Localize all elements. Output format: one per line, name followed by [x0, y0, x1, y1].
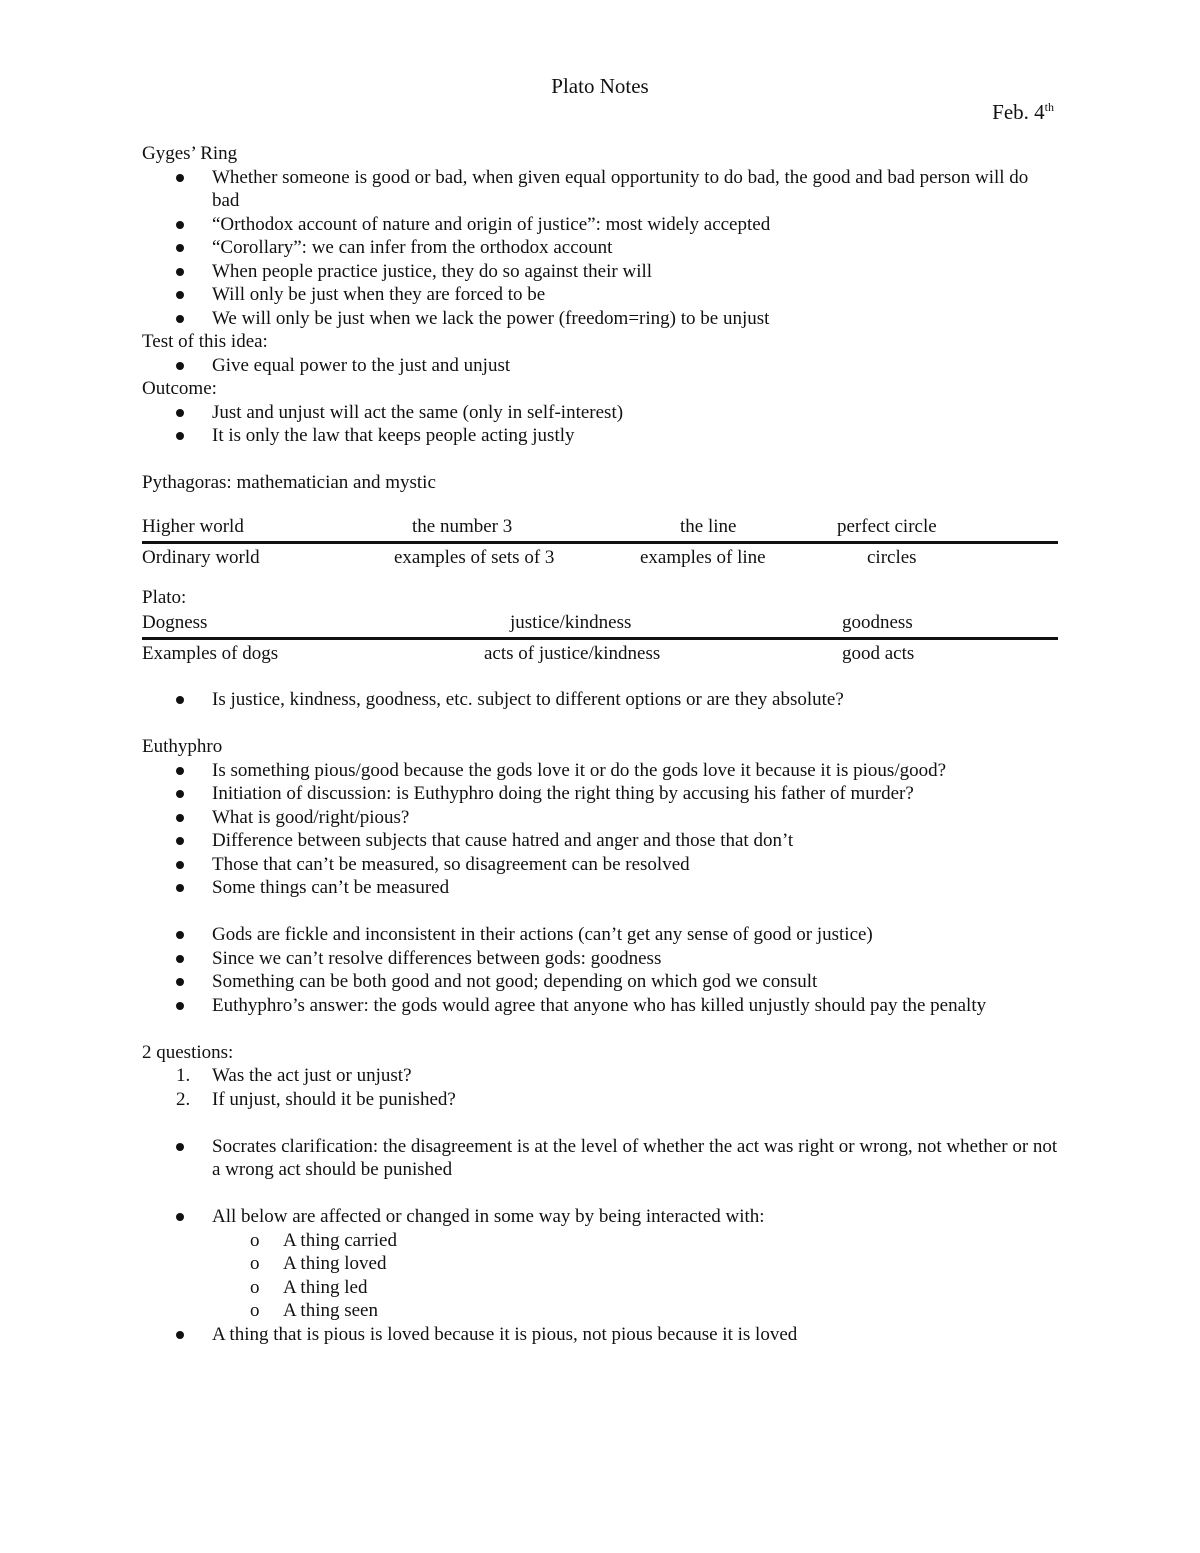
- test-heading: Test of this idea:: [142, 331, 268, 352]
- list-item: Gods are fickle and inconsistent in their actions (can’t get any sense of good or justice): [142, 923, 1058, 947]
- list-item: “Orthodox account of nature and origin of justice”: most widely accepted: [142, 213, 1058, 237]
- list-item: 2. If unjust, should it be punished?: [176, 1088, 456, 1110]
- outcome-heading: Outcome:: [142, 378, 217, 399]
- list-item: A thing that is pious is loved because it is pious, not pious because it is loved: [142, 1323, 1058, 1347]
- sub-list-item: o A thing carried: [250, 1229, 397, 1251]
- euthyphro-heading: Euthyphro: [142, 736, 223, 757]
- list-item: Difference between subjects that cause hatred and anger and those that don’t: [142, 829, 1058, 853]
- list-item: 1. Was the act just or unjust?: [176, 1065, 412, 1086]
- table-cell: circles: [867, 546, 917, 568]
- list-item: It is only the law that keeps people acting justly: [142, 424, 1058, 448]
- list-item: Since we can’t resolve differences between gods: goodness: [142, 947, 1058, 971]
- document-title: Plato Notes: [551, 74, 649, 98]
- gyges-heading: Gyges’ Ring: [142, 143, 238, 164]
- outcome-list: [142, 401, 1058, 448]
- notes-body: [142, 142, 1058, 1346]
- table-cell: acts of justice/kindness: [484, 643, 661, 664]
- list-item: Those that can’t be measured, so disagreement can be resolved: [142, 853, 1058, 877]
- list-item: Something can be both good and not good; depending on which god we consult: [142, 970, 1058, 994]
- document-date: Feb. 4th: [992, 100, 1054, 124]
- list-item: Is something pious/good because the gods love it or do the gods love it because it is pious/good?: [142, 759, 1058, 783]
- table-cell: examples of line: [640, 546, 766, 568]
- table-cell: Examples of dogs: [142, 643, 279, 664]
- plato-list: [142, 688, 1058, 712]
- list-item: Will only be just when they are forced to be: [142, 283, 1058, 307]
- list-item: Give equal power to the just and unjust: [142, 354, 1058, 378]
- list-item: What is good/right/pious?: [142, 806, 1058, 830]
- plato-examples-row: [142, 640, 1058, 668]
- sub-list-item: o A thing loved: [250, 1253, 387, 1274]
- table-cell: Dogness: [142, 612, 208, 633]
- list-item: Some things can’t be measured: [142, 876, 1058, 900]
- list-item: All below are affected or changed in some way by being interacted with:: [142, 1205, 1058, 1229]
- plato-heading: Plato:: [142, 586, 187, 608]
- test-list: [142, 354, 1058, 378]
- pythagoras-higher-row: [142, 513, 1058, 544]
- table-cell: the line: [680, 515, 737, 537]
- list-item: Whether someone is good or bad, when given equal opportunity to do bad, the good and bad person will do bad: [142, 166, 1058, 213]
- list-item: Initiation of discussion: is Euthyphro doing the right thing by accusing his father of murder?: [142, 782, 1058, 806]
- questions-list: [142, 1064, 1058, 1111]
- list-item: Just and unjust will act the same (only in self-interest): [142, 401, 1058, 425]
- sub-list-item: o A thing seen: [250, 1300, 378, 1321]
- euthyphro-list-1: [142, 759, 1058, 900]
- euthyphro-list-2: [142, 923, 1058, 1017]
- plato-forms-row: [142, 609, 1058, 640]
- questions-heading: 2 questions:: [142, 1041, 234, 1063]
- table-cell: good acts: [842, 643, 915, 664]
- table-cell: the number 3: [412, 515, 513, 537]
- table-cell: justice/kindness: [510, 612, 632, 633]
- pythagoras-ordinary-row: [142, 544, 1058, 572]
- list-item: Euthyphro’s answer: the gods would agree that anyone who has killed unjustly should pay the penalty: [142, 994, 1058, 1018]
- table-cell: Higher world: [142, 515, 244, 537]
- list-item: Is justice, kindness, goodness, etc. subject to different options or are they absolute?: [142, 688, 1058, 712]
- table-cell: examples of sets of 3: [394, 546, 555, 568]
- pythagoras-heading: Pythagoras: mathematician and mystic: [142, 472, 436, 493]
- list-item: “Corollary”: we can infer from the orthodox account: [142, 236, 1058, 260]
- clarification-list: [142, 1135, 1058, 1182]
- interaction-list: [142, 1205, 1058, 1346]
- list-item: We will only be just when we lack the power (freedom=ring) to be unjust: [142, 307, 1058, 331]
- table-cell: Ordinary world: [142, 546, 260, 568]
- sub-list-item: o A thing led: [250, 1276, 368, 1298]
- list-item: Socrates clarification: the disagreement is at the level of whether the act was right or wrong, not whether or not a wrong act should be punished: [142, 1135, 1058, 1182]
- table-cell: perfect circle: [837, 515, 937, 537]
- gyges-list: [142, 166, 1058, 331]
- table-cell: goodness: [842, 612, 913, 633]
- list-item: When people practice justice, they do so against their will: [142, 260, 1058, 284]
